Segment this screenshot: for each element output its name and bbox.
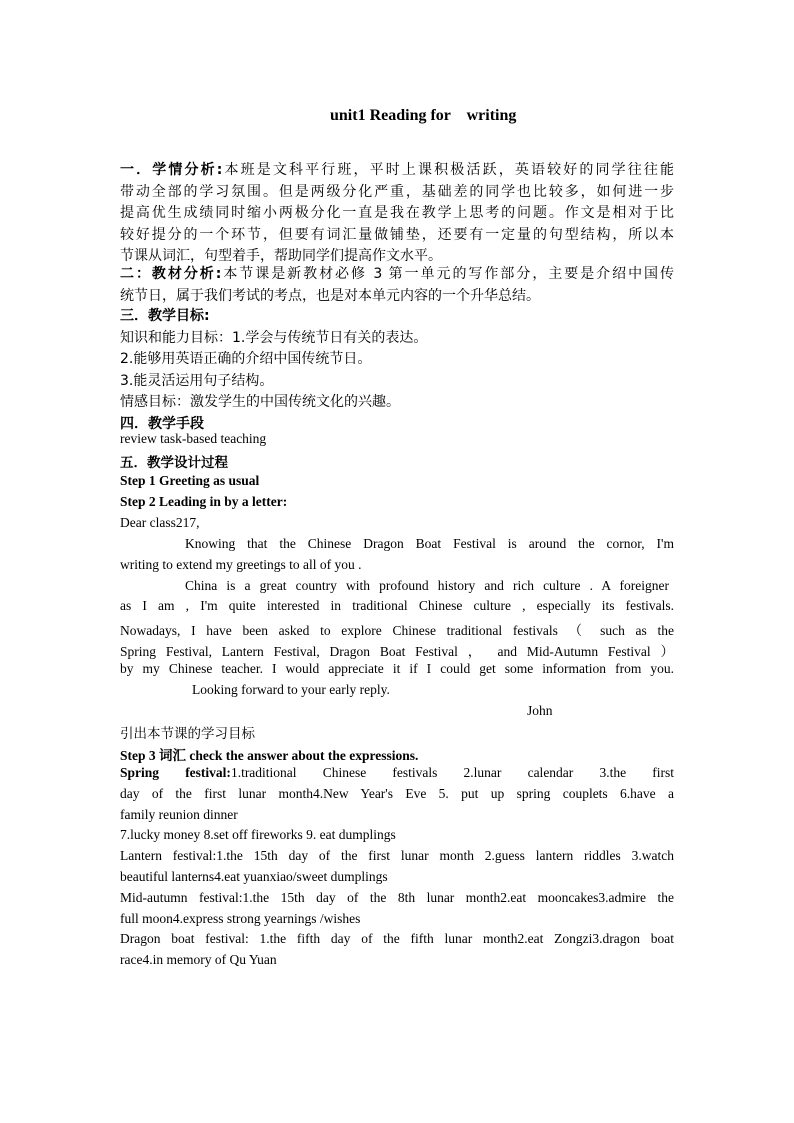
s2-line-1: 本节课是新教材必修 3 第一单元的写作部分，主要是介绍中国传 <box>221 266 674 282</box>
letter-signature: John <box>527 703 553 718</box>
s3-line-3: 3.能灵活运用句子结构。 <box>120 372 274 389</box>
section-1-learner-analysis <box>120 160 674 268</box>
lantern-line-2: beautiful lanterns4.eat yuanxiao/sweet dumplings <box>120 869 388 884</box>
step-1: Step 1 Greeting as usual <box>120 473 260 488</box>
spring-line-2: day of the first lunar month4.New Year's Eve 5. put up spring couplets 6.have a <box>120 786 674 801</box>
letter-p1-line-2: writing to extend my greetings to all of you . <box>120 557 362 572</box>
section-4-label: 四．教学手段 <box>120 415 204 432</box>
letter-p1-line-1: Knowing that the Chinese Dragon Boat Festival is around the cornor, I'm <box>185 536 674 551</box>
step-2: Step 2 Leading in by a letter: <box>120 494 288 509</box>
step-3 <box>120 744 674 764</box>
s2-line-2: 统节日，属于我们考试的考点，也是对本单元内容的一个升华总结。 <box>120 287 540 304</box>
spring-line-3: family reunion dinner <box>120 807 238 822</box>
dragon-line-1: Dragon boat festival: 1.the fifth day of the fifth lunar month2.eat Zongzi3.dragon boat <box>120 931 674 946</box>
section-4-methods: review task-based teaching <box>120 431 267 446</box>
spring-line-1 <box>120 765 674 781</box>
s3-line-4: 情感目标：激发学生的中国传统文化的兴趣。 <box>120 394 400 410</box>
spring-label: Spring festival: <box>120 765 231 780</box>
intro-goal: 引出本节课的学习目标 <box>120 726 255 742</box>
midautumn-line-2: full moon4.express strong yearnings /wishes <box>120 911 361 926</box>
lantern-line-1: Lantern festival:1.the 15th day of the first lunar month 2.guess lantern riddles 3.watch <box>120 848 674 863</box>
section-2-label: 二：教材分析: <box>120 266 222 282</box>
step-3-cn: 词汇 <box>159 748 187 764</box>
section-3-label: 三．教学目标: <box>120 308 210 324</box>
s3-line-2: 2.能够用英语正确的介绍中国传统节日。 <box>120 351 372 367</box>
letter-p2-line-3: Nowadays, I have been asked to explore Chinese traditional festivals （ such as the <box>120 623 674 638</box>
page-title: unit1 Reading for writing <box>330 107 517 124</box>
letter-p2-line-5: by my Chinese teacher. I would appreciate it if I could get some information from you. <box>120 661 674 676</box>
dragon-line-2: race4.in memory of Qu Yuan <box>120 952 277 967</box>
spring-text-1: 1.traditional Chinese festivals 2.lunar calendar 3.the first <box>230 765 674 780</box>
letter-p3: Looking forward to your early reply. <box>192 682 390 697</box>
letter-greeting: Dear class217, <box>120 515 200 530</box>
s1-line-5: 节课从词汇，句型着手，帮助同学们提高作文水平。 <box>120 248 442 264</box>
s1-line-4: 较好提分的一个环节，但要有词汇量做铺垫，还要有一定量的句型结构，所以本 <box>120 226 674 243</box>
section-5-label: 五．教学设计过程 <box>120 455 228 471</box>
letter-p2-line-4: Spring Festival, Lantern Festival, Dragon Boat Festival ， and Mid-Autumn Festival ） <box>120 644 674 659</box>
section-3-teaching-goals <box>120 306 674 435</box>
midautumn-line-1: Mid-autumn festival:1.the 15th day of the 8th lunar month2.eat mooncakes3.admire the <box>120 890 674 905</box>
s1-line-3: 提高优生成绩同时缩小两极分化一直是我在教学上思考的问题。作文是相对于比 <box>120 205 674 221</box>
step-3-rest: check the answer about the expressions. <box>186 748 419 763</box>
section-2-material-analysis <box>120 264 674 307</box>
spring-line-4: 7.lucky money 8.set off fireworks 9. eat dumplings <box>120 827 396 842</box>
letter-p2-line-1: China is a great country with profound history and rich culture . A foreigner <box>185 578 669 593</box>
section-1-label: 一．学情分析: <box>120 162 223 178</box>
step-3-label: Step 3 <box>120 748 160 763</box>
s3-line-1: 知识和能力目标：1.学会与传统节日有关的表达。 <box>120 329 428 346</box>
letter-p2-line-2: as I am , I'm quite interested in traditional Chinese culture , especially its festivals. <box>120 598 674 613</box>
s1-line-2: 带动全部的学习氛围。但是两级分化严重，基础差的同学也比较多，如何进一步 <box>120 183 674 200</box>
s1-line-1: 本班是文科平行班，平时上课积极活跃，英语较好的同学往往能 <box>222 162 674 178</box>
